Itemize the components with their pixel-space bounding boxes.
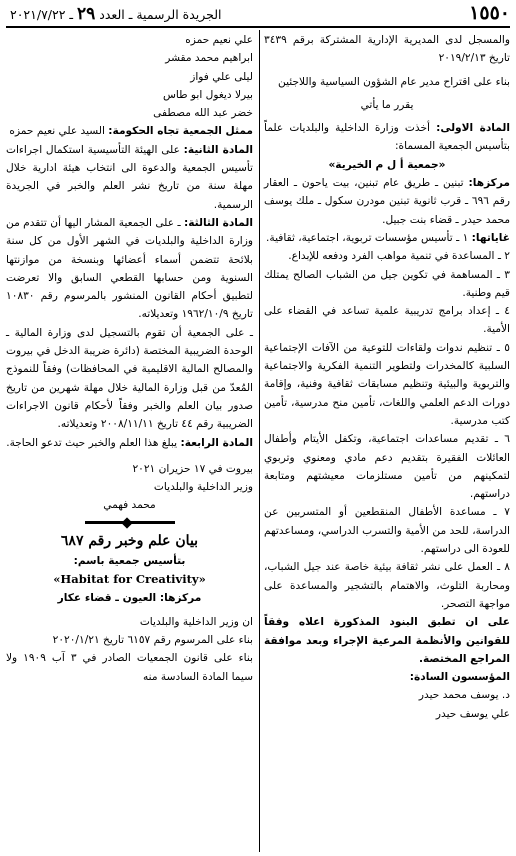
header-rule [6, 26, 510, 28]
founder-name: علي يوسف حيدر [435, 707, 510, 720]
condition-clause: على ان تطبق البنود المذكورة اعلاه وفقاً للقوانين والأنظمة المرعية الإجراء وبعد موافقة المراجع المختصة. [264, 616, 510, 665]
article-2-text: على الهيئة التأسيسية استكمال اجراءات تأسيس الجمعية والدعوة الى انتخاب هيئة ادارية خلال مهلة سنة من تاريخ نشر العلم والخبر في الجريدة الرسمية. [6, 143, 253, 211]
left-column [6, 31, 253, 686]
article-2-label: المادة الثانية: [183, 143, 253, 156]
header-date: ـ ٢٠٢١/٧/٢٢ [10, 7, 74, 22]
founder-name: خضر عبد الله مصطفى [153, 107, 253, 120]
association-2-headquarters: مركزها: العيون ـ قضاء عكار [57, 592, 202, 605]
article-3-tax: ـ على الجمعية أن تقوم بالتسجيل لدى وزارة المالية ـ الوحدة الضريبية المختصة (دائرة ضريبة الدخل في بيروت والمصالح المالية الاقليمية في المحافظات) وفقاً للنموذج المُعدّ من قبل وزارة المالية خلال مهلة شهرين من تاريخ صدور بيان العلم والخبر وفقاً لأحكام قانون الاجراءات الضريبية رقم ٤٤ تاريخ ٢٠٠٨/١١/١١ وتعديلاته. [6, 326, 253, 431]
intro-registration: والمسجل لدى المديرية الإدارية المشتركة برقم ٣٤٣٩ تاريخ ٢٠١٩/٢/١٣ [264, 34, 510, 65]
statement-subtitle: بتأسيس جمعية باسم: [73, 554, 186, 567]
from-minister: ان وزير الداخلية والبلديات [139, 615, 253, 628]
article-3-label: المادة الثالثة: [183, 216, 253, 229]
association-2-name: «Habitat for Creativity» [53, 572, 206, 587]
founder-name: بيرلا ديغول ابو طاس [162, 88, 253, 101]
article-4-label: المادة الرابعة: [180, 436, 253, 449]
column-divider [259, 30, 260, 852]
article-2 [6, 141, 253, 214]
founder-name: د. يوسف محمد حيدر [418, 689, 510, 702]
intro-proposal: بناء على اقتراح مدير عام الشؤون السياسية واللاجئين [278, 75, 510, 88]
header-title-prefix: الجريدة الرسمية ـ العدد [99, 7, 222, 22]
founder-name: ابراهيم محمد مقشر [165, 52, 253, 65]
headquarters-label: مركزها: [468, 177, 510, 190]
issue-number: ٢٩ [77, 4, 96, 24]
goal-5: ٥ ـ تنظيم ندوات ولقاءات للتوعية من الآفات الإجتماعية السلبية كالمخدرات ولتطوير التنمية الفكرية والاجتماعية والتربوية والبيئية وتنظيم مسابقات ثقافية وفنية، وإقامة دورات الدعم العلمي واللغات، تأمين منح مدرسية، تأمين كتب مدرسية. [264, 341, 510, 427]
right-column [264, 31, 510, 723]
place-date: بيروت في ١٧ حزيران ٢٠٢١ [132, 462, 253, 475]
goals-label: غاياتها: [471, 231, 510, 244]
goal-4: ٤ ـ إعداد برامج تدريبية علمية تساعد في القضاء على الأمية. [264, 305, 510, 336]
goal-1 [264, 229, 510, 247]
headquarters-text: تبنين ـ طريق عام تبنين، بيت ياحون ـ العقار رقم ٦٩٦ ـ قرب ثانوية تبنين مودرن سكول ـ ملك يوسف محمد حيدر ـ قضاء بنت جبيل. [264, 177, 510, 226]
representative-text: السيد علي نعيم حمزه [9, 125, 105, 138]
goal-2: ٢ ـ المساعدة في تنمية مواهب الفرد ودفعه للإبداع. [288, 250, 510, 263]
goal-1-text: ١ ـ تأسيس مؤسسات تربوية، اجتماعية، ثقافية. [266, 231, 469, 244]
article-1 [264, 119, 510, 156]
article-4 [6, 434, 253, 452]
decides-heading: يقرر ما يأتي [360, 98, 414, 111]
founder-name: علي نعيم حمزه [185, 34, 253, 46]
article-1-label: المادة الاولى: [436, 122, 510, 135]
article-4-text: يبلغ هذا العلم والخبر حيث تدعو الحاجة. [6, 436, 178, 449]
goal-6: ٦ ـ تقديم مساعدات اجتماعية، وتكفل الأيتام وأطفال العائلات الفقيرة بتقديم دعم مادي ومعنوي وتربوي لتمكينهم من تأمين مستلزمات معيشتهم ومتابعة دراستهم. [264, 433, 510, 501]
based-on-decree: بناء على المرسوم رقم ٦١٥٧ تاريخ ٢٠٢٠/١/٢١ [52, 633, 253, 646]
article-1-text: أخذت وزارة الداخلية والبلديات علماً بتأسيس الجمعية المسماة: [264, 122, 510, 153]
goal-7: ٧ ـ مساعدة الأطفال المنقطعين أو المتسربين عن الدراسة، للحد من الأمية والتسرب الدراسي، ومساعدتهم للعودة الى دراستهم. [264, 506, 510, 556]
headquarters [264, 174, 510, 229]
goal-8: ٨ ـ العمل على نشر ثقافة بيئية خاصة عند جيل الشباب، ومحاربة التلوث، والاهتمام بالتشجير والمساعدة على مواجهة التصحر. [264, 561, 510, 610]
section-separator [85, 521, 175, 524]
founder-name: ليلى علي فواز [190, 70, 253, 83]
minister-name: محمد فهمي [103, 499, 156, 512]
minister-title: وزير الداخلية والبلديات [153, 481, 253, 494]
founders-label: المؤسسون السادة: [409, 671, 510, 684]
association-name: «جمعية أ ل م الخيرية» [328, 158, 446, 171]
article-3 [6, 214, 253, 324]
goal-3: ٣ ـ المساهمة في تكوين جيل من الشباب الصالح يمتلك قيم وطنية. [264, 268, 510, 299]
page-header [6, 2, 510, 24]
header-title [10, 4, 222, 24]
representative-label: ممثل الجمعية تجاه الحكومة: [108, 125, 253, 138]
based-on-law: بناء على قانون الجمعيات الصادر في ٣ آب ١٩٠٩ ولا سيما المادة السادسة منه [6, 652, 253, 683]
article-3-text: ـ على الجمعية المشار اليها أن تتقدم من وزارة الداخلية والبلديات في الشهر الأول من كل سنة بلائحة تتضمن أسماء أعضائها وبنسخة من موازنتها السنوية ومن حسابها القطعي السابق والا تعرضت لتطبيق أحكام القانون المنشور بالمرسوم رقم ١٠٨٣٠ تاريخ ١٩٦٢/١٠/٩ وتعديلاته. [6, 216, 253, 321]
page-number: ١٥٥٠ [469, 2, 510, 24]
government-representative [6, 122, 253, 140]
statement-title: بيان علم وخبر رقم ٦٨٧ [60, 532, 199, 549]
